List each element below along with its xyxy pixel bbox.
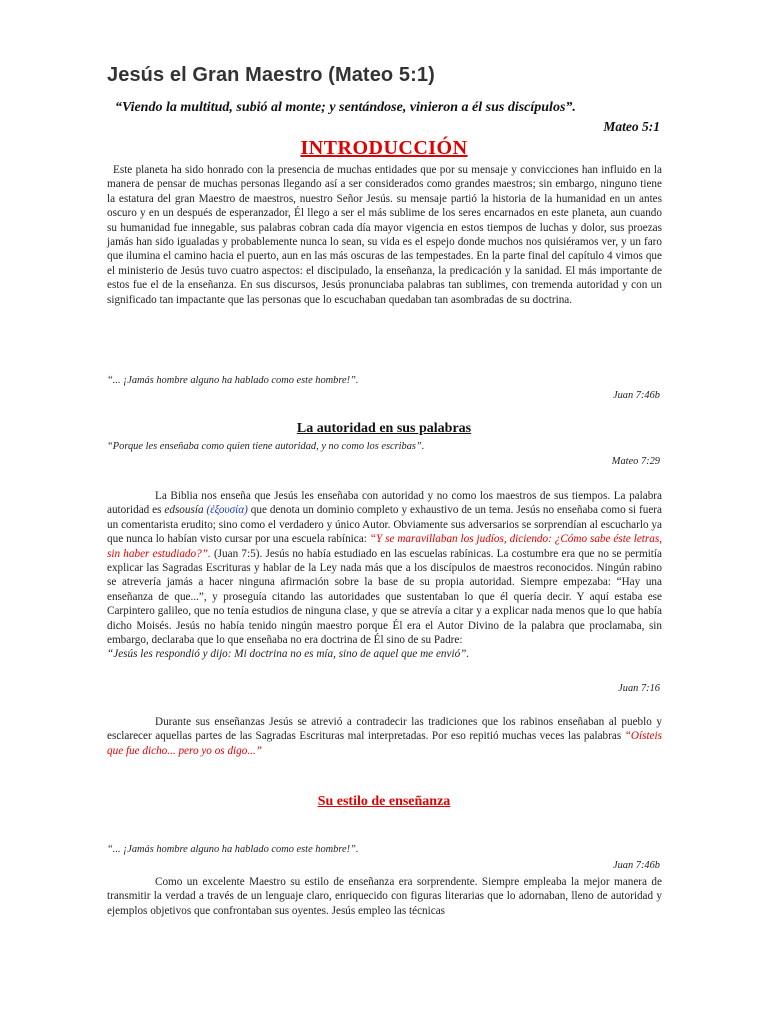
paragraph-text: Durante sus enseñanzas Jesús se atrevió a contradecir las tradiciones que los rabinos enseñaban al pueblo y esclarecer aquellas partes de las Sagradas Escrituras mal interpretadas. Por eso repitió muchas veces las palabras bbox=[107, 716, 662, 743]
quote-reference: Juan 7:16 bbox=[618, 683, 660, 694]
document-title: Jesús el Gran Maestro (Mateo 5:1) bbox=[107, 64, 435, 86]
greek-term: edsousía bbox=[164, 504, 204, 517]
paragraph-text: La Biblia nos enseña que Jesús les enseñaba con autoridad y no como los maestros de sus tiempos. La palabra autoridad es bbox=[107, 490, 662, 517]
section-heading-estilo: Su estilo de enseñanza bbox=[317, 794, 451, 809]
section-heading-autoridad: La autoridad en sus palabras bbox=[296, 421, 472, 436]
quote-juan-7-46b: “... ¡Jamás hombre alguno ha hablado como este hombre!”. bbox=[107, 375, 359, 386]
quote-juan-7-46b-repeat: “... ¡Jamás hombre alguno ha hablado como este hombre!”. bbox=[107, 844, 359, 855]
introduction-paragraph: Este planeta ha sido honrado con la presencia de muchas entidades que por su mensaje y convicciones han influido en la manera de pensar de muchas personas llegando así a ser considerados como grandes maestros; sin embargo, ninguno tiene la estatura del gran Maestro de maestros, nuestro Señor Jesús. su mensaje partió la historia de la humanidad en un antes oscuro y en un después de esperanzador, Él llego a ser el más sublime de los seres encarnados en este planeta, aun cuando su humanidad fue innegable, sus palabras cobran cada día mayor vigencia en estos tiempos de luchas y dolor, sus proezas jamás han sido igualadas y probablemente nunca lo sean, su vida es el espejo donde muchos nos quisiéramos ver, y un faro que ilumina el camino hacia el puerto, aun en las más oscuras de las tempestades. En la parte final del capítulo 4 vimos que el ministerio de Jesús tuvo cuatro aspectos: el discipulado, la enseñanza, la predicación y la sanidad. El más importante de estos fue el de la enseñanza. En sus discursos, Jesús pronunciaba palabras tan sublimes, con tremenda autoridad y con un significado tan impactante que las personas que lo escuchaban quedaban tan asombradas de su doctrina. bbox=[107, 164, 662, 306]
quote-mateo-7-29: “Porque les enseñaba como quien tiene autoridad, y no como los escribas”. bbox=[107, 441, 425, 452]
tradiciones-paragraph bbox=[107, 715, 662, 758]
red-quote: “Oísteis que fue dicho... pero yo os digo...” bbox=[107, 730, 662, 757]
inline-quote: “Jesús les respondió y dijo: Mi doctrina no es mía, sino de aquel que me envió”. bbox=[107, 648, 470, 661]
paragraph-text: (Juan 7:5). Jesús no había estudiado en las escuelas rabínicas. La costumbre era que no se permitía explicar las Sagradas Escrituras y hablar de la Ley nada más que a los discípulos de maestros reconocidos. Ningún rabino se atrevería jamás a hacer ninguna afirmación sobre la base de su propia autoridad. Siempre empezaba: “Hay una enseñanza de que...”, y proseguía citando las autoridades que sustentaban lo que él quería decir. Y aquí estaba ese Carpintero galileo, que no tenía estudios de ninguna clase, y que se atrevía a citar y a explicar nada menos que lo que había dicho Moisés. Jesús no había tenido ningún maestro porque Él era el Autor Divino de la palabra que proclamaba, sin embargo, declaraba que lo que enseñaba no era doctrina de Él sino de su Padre: bbox=[107, 547, 662, 647]
quote-reference: Mateo 7:29 bbox=[611, 456, 660, 467]
autoridad-paragraph bbox=[107, 489, 662, 662]
epigraph-quote: “Viendo la multitud, subió al monte; y sentándose, vinieron a él sus discípulos”. bbox=[115, 100, 576, 115]
introduction-heading: INTRODUCCIÓN bbox=[300, 137, 468, 159]
greek-word: (ἐξουσία) bbox=[206, 504, 248, 517]
red-quote: “Y se maravillaban los judíos, diciendo: ¿Cómo sabe éste letras, sin haber estudiado?”. bbox=[107, 533, 662, 560]
paragraph-text: que denota un dominio completo y exhaustivo de un tema. Jesús no enseñaba como si fuera un comentarista erudito; sino como el verdadero y único Autor. Obviamente sus adversarios se sorprendían al escucharlo ya que nunca lo habían visto cursar por una escuela rabínica: bbox=[107, 504, 662, 546]
epigraph-reference: Mateo 5:1 bbox=[603, 119, 660, 134]
quote-reference: Juan 7:46b bbox=[612, 390, 660, 401]
quote-reference: Juan 7:46b bbox=[612, 860, 660, 871]
estilo-paragraph: Como un excelente Maestro su estilo de enseñanza era sorprendente. Siempre empleaba la mejor manera de transmitir la verdad a través de un lenguaje claro, enriquecido con figuras literarias que lo adornaban, lleno de autoridad y ejemplos objetivos que confrontaban sus oyentes. Jesús empleo las técnicas bbox=[107, 876, 662, 917]
